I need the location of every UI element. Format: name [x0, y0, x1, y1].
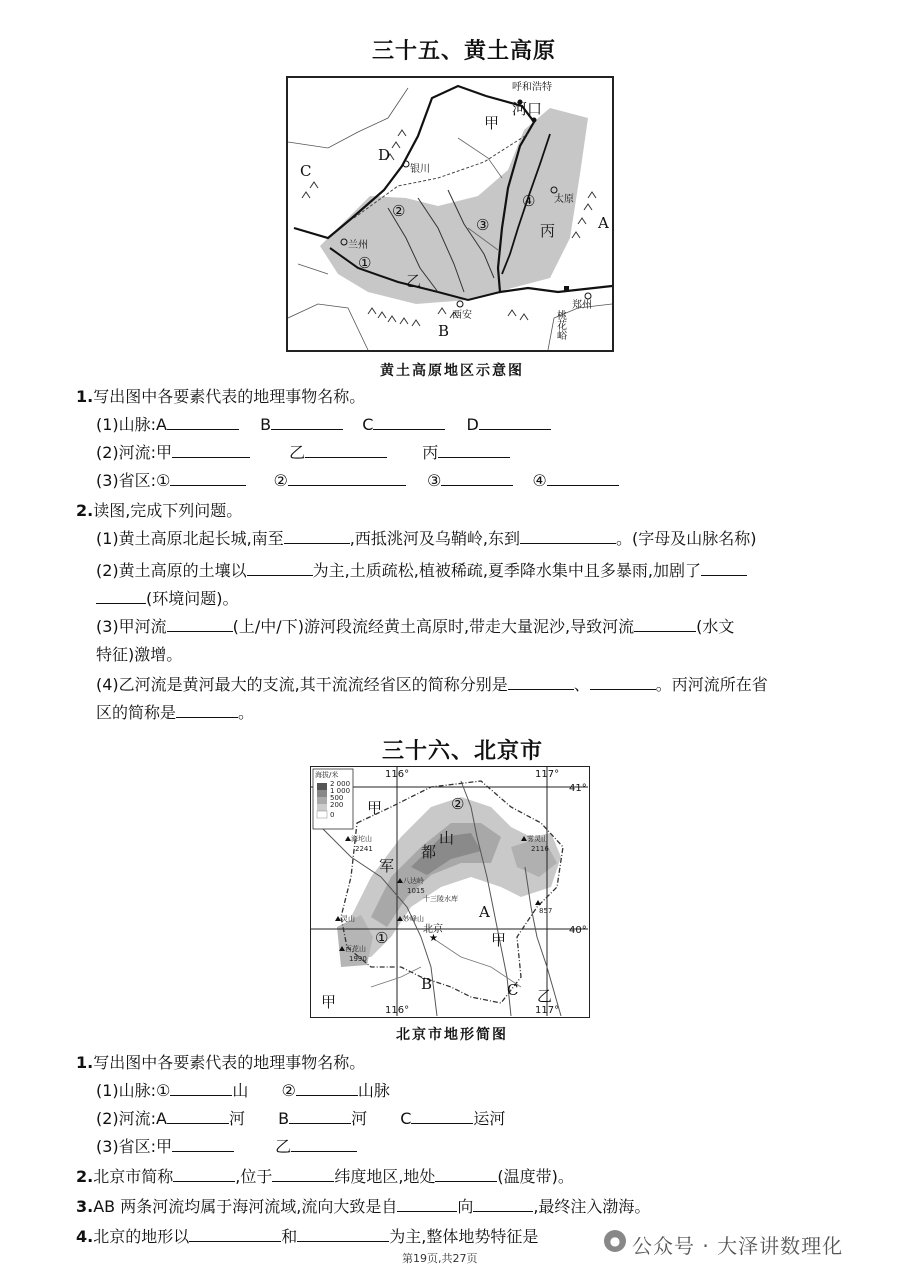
legend-v1: 2 000 — [330, 780, 351, 788]
blank-mountain-a[interactable] — [167, 414, 239, 430]
mountain-b-label: B — [438, 322, 450, 340]
mountain-2-label: ② — [451, 795, 465, 813]
mountain-1-label: ① — [375, 929, 389, 947]
blank-hydro-feature[interactable] — [634, 616, 696, 632]
page-number: 第19页,共27页 — [402, 1252, 478, 1265]
xian-label: 西安 — [452, 310, 472, 321]
lon117-bot: 117° — [535, 1005, 560, 1016]
lanzhou-label: 兰州 — [348, 240, 368, 251]
blank-flow-from[interactable] — [397, 1196, 457, 1212]
s35-q2-p4: (4)乙河流是黄河最大的支流,其干流流经省区的简称分别是 、 。丙河流所在省 — [96, 675, 768, 694]
zhengzhou-label: 郑州 — [572, 300, 592, 311]
hekou-label: 河口 — [512, 100, 543, 118]
s35-q2-p2: (2)黄土高原的土壤以 为主,土质疏松,植被稀疏,夏季降水集中且多暴雨,加剧了 — [96, 560, 747, 582]
lon116-top: 116° — [385, 769, 410, 780]
blank-province-jia[interactable] — [172, 1136, 234, 1152]
s35-q1-line3: (3)省区:① ② ③ ④ — [96, 470, 619, 492]
s36-q1-line3: (3)省区:甲 乙 — [96, 1136, 357, 1158]
river-b-label: B — [421, 975, 433, 993]
blank-province-4[interactable] — [547, 470, 619, 486]
province-jia-label-3: 甲 — [321, 993, 337, 1011]
hohhot-label: 呼和浩特 — [512, 82, 552, 93]
lon116-bot: 116° — [385, 1005, 410, 1016]
yinchuan-label: 银川 — [410, 164, 430, 175]
blank-river-yi[interactable] — [305, 442, 387, 458]
peak-badaling-h: 1015 — [407, 887, 425, 895]
blank-mountain-c[interactable] — [373, 414, 445, 430]
beijing-label: 北京 — [423, 924, 443, 935]
taiyuan-label: 太原 — [554, 194, 574, 205]
blank-mountain-2[interactable] — [296, 1080, 358, 1096]
blank-river-jia[interactable] — [172, 442, 250, 458]
s35-q2-p1: (1)黄土高原北起长城,南至 ,西抵洮河及乌鞘岭,东到 。(字母及山脉名称) — [96, 529, 757, 548]
shan-label: 山 — [439, 829, 455, 847]
reservoir-label: 十三陵水库 — [423, 895, 458, 903]
blank-bing-province[interactable] — [176, 702, 238, 718]
blank-flow-to[interactable] — [473, 1196, 533, 1212]
blank-province-1[interactable] — [170, 470, 246, 486]
s35-q2-p3-cont: 特征)激增。 — [96, 645, 183, 664]
blank-latitude-zone[interactable] — [272, 1166, 334, 1182]
province-1-label: ① — [358, 254, 372, 272]
blank-mountain-1[interactable] — [170, 1080, 232, 1096]
blank-river-bing[interactable] — [438, 442, 510, 458]
blank-province-abbr-2[interactable] — [590, 674, 656, 690]
province-jia-label-1: 甲 — [367, 799, 383, 817]
peak-wuling: 雾灵山 — [527, 835, 548, 843]
blank-province-3[interactable] — [441, 470, 513, 486]
river-bing-label: 丙 — [540, 222, 556, 240]
blank-env-problem-1[interactable] — [701, 560, 747, 576]
peak-miaofeng: 妙峰山 — [403, 915, 424, 923]
du-label: 都 — [421, 843, 437, 861]
section35-title: 三十五、黄土高原 — [372, 39, 557, 64]
section36-title: 三十六、北京市 — [382, 739, 544, 764]
s35-q2-stem: 2.读图,完成下列问题。 — [76, 501, 243, 520]
s35-q2-p3: (3)甲河流 (上/中/下)游河段流经黄土高原时,带走大量泥沙,导致河流 (水文 — [96, 617, 735, 636]
lat40: 40° — [569, 925, 587, 936]
s35-q1-stem: 1.写出图中各要素代表的地理事物名称。 — [76, 387, 366, 406]
province-3-label: ③ — [476, 216, 490, 234]
peak-baihua-h: 1990 — [349, 955, 367, 963]
s36-q3: 3.AB 两条河流均属于海河流域,流向大致是自 向 ,最终注入渤海。 — [76, 1197, 651, 1216]
province-jia-label-2: 甲 — [491, 931, 507, 949]
blank-province-abbr-1[interactable] — [508, 674, 574, 690]
blank-temperature-zone[interactable] — [435, 1166, 497, 1182]
peak-lingshan: 灵山 — [341, 915, 355, 923]
wechat-icon: ● — [604, 1230, 626, 1252]
s35-q1-line1: (1)山脉:A B C D — [96, 414, 551, 436]
canal-c-label: C — [507, 981, 519, 999]
beijing-map — [310, 766, 590, 1018]
province-yi-label: 乙 — [537, 987, 553, 1005]
s36-q1-line2: (2)河流:A 河 B 河 C 运河 — [96, 1109, 506, 1128]
mountain-d-label: D — [378, 146, 391, 164]
blank-canal-c[interactable] — [411, 1108, 473, 1124]
taohuayu-label: 桃花峪 — [554, 310, 566, 340]
watermark: 公众号 · 大泽讲数理化 — [632, 1234, 844, 1258]
s36-q1-line1: (1)山脉:① 山 ② 山脉 — [96, 1081, 390, 1100]
river-yi-label: 乙 — [406, 272, 422, 290]
blank-south-boundary[interactable] — [284, 528, 350, 544]
blank-env-problem-2[interactable] — [96, 588, 146, 604]
s36-q4: 4.北京的地形以 和 为主,整体地势特征是 — [76, 1227, 539, 1246]
s35-q1-line2: (2)河流:甲 乙 丙 — [96, 442, 510, 464]
peak-wuling-h: 2116 — [531, 845, 549, 853]
peak-haituo: 海坨山 — [351, 835, 372, 843]
mountain-a-label: A — [598, 214, 609, 232]
blank-mountain-b[interactable] — [271, 414, 343, 430]
s36-q2: 2.北京市简称 ,位于 纬度地区,地处 (温度带)。 — [76, 1167, 574, 1186]
s36-q1-stem: 1.写出图中各要素代表的地理事物名称。 — [76, 1053, 366, 1072]
mountain-c-label: C — [300, 162, 312, 180]
blank-province-yi[interactable] — [291, 1136, 357, 1152]
blank-terrain-2[interactable] — [297, 1226, 389, 1242]
blank-mountain-d[interactable] — [479, 414, 551, 430]
loess-plateau-map — [286, 76, 614, 352]
peak-badaling: 八达岭 — [403, 877, 424, 885]
legend-v3: 500 — [330, 794, 344, 802]
blank-river-a[interactable] — [167, 1108, 229, 1124]
blank-soil-type[interactable] — [247, 560, 313, 576]
blank-east-boundary[interactable] — [520, 528, 616, 544]
peak-baihua: 百花山 — [345, 945, 366, 953]
legend-v5: 0 — [330, 811, 335, 819]
beijing-star-icon: ★ — [429, 933, 438, 944]
river-a-label: A — [479, 903, 490, 921]
legend-title: 海拔/米 — [315, 771, 339, 779]
province-2-label: ② — [392, 202, 406, 220]
blank-province-2[interactable] — [288, 470, 406, 486]
legend-v2: 1 000 — [330, 787, 351, 795]
beijing-map-caption: 北京市地形简图 — [396, 1027, 508, 1043]
legend-v4: 200 — [330, 801, 344, 809]
blank-river-section[interactable] — [167, 616, 233, 632]
s35-q2-p4-cont: 区的简称是 。 — [96, 703, 255, 722]
s35-q2-p2-cont: (环境问题)。 — [96, 588, 239, 610]
river-jia-label: 甲 — [484, 114, 500, 132]
peak-haituo-h: 2241 — [355, 845, 373, 853]
blank-beijing-abbr[interactable] — [173, 1166, 235, 1182]
lon117-top: 117° — [535, 769, 560, 780]
lat41: 41° — [569, 783, 587, 794]
loess-region — [320, 108, 588, 304]
peak-e-h: 857 — [539, 907, 553, 915]
blank-river-b[interactable] — [289, 1108, 351, 1124]
blank-terrain-1[interactable] — [189, 1226, 281, 1242]
province-4-label: ④ — [522, 192, 536, 210]
jun-label: 军 — [379, 857, 395, 875]
loess-map-caption: 黄土高原地区示意图 — [380, 363, 524, 379]
